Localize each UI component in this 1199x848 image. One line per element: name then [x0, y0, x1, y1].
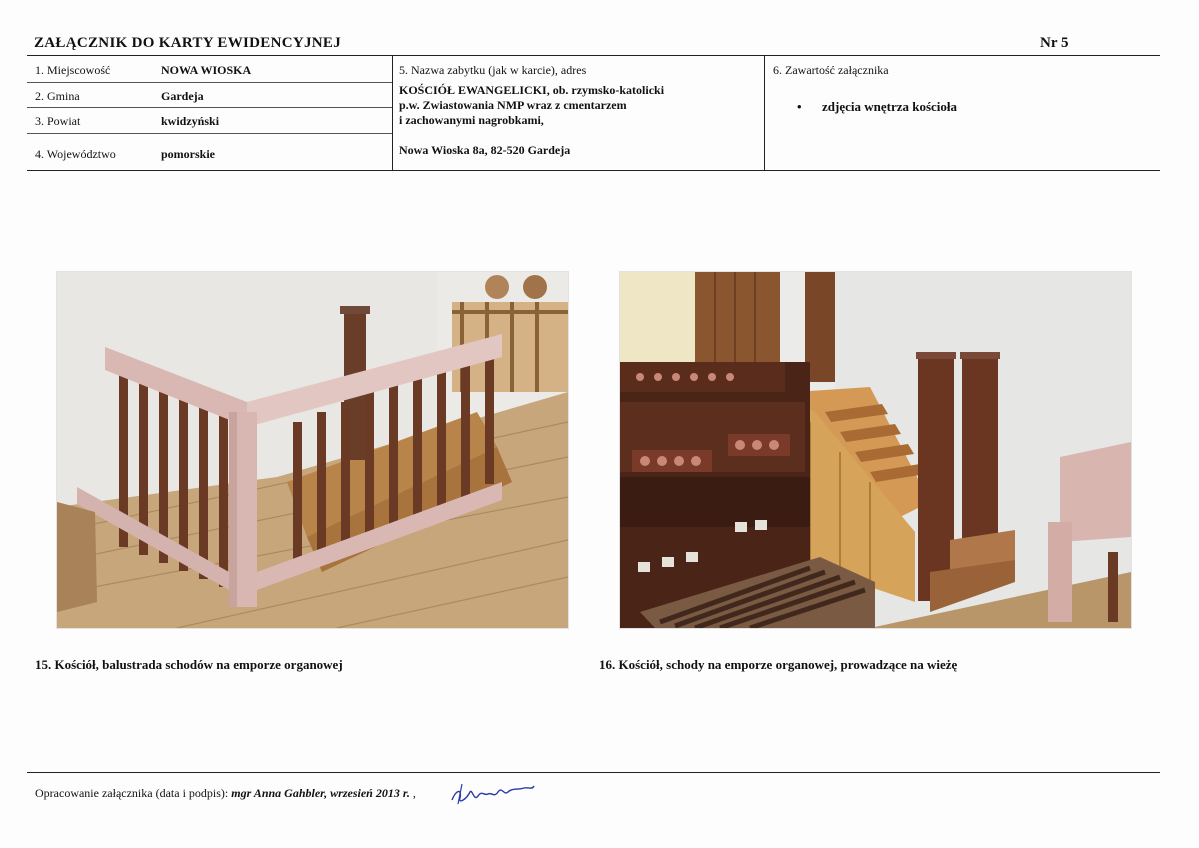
contents-bullet: • [797, 99, 802, 114]
photo-caption-16: 16. Kościół, schody na emporze organowej, prowadzące na wieżę [599, 657, 958, 672]
signature-image [448, 778, 538, 808]
photo-balustrade-image [57, 272, 568, 628]
monument-name-line-3: i zachowanymi nagrobkami, [399, 113, 544, 127]
footer-comma: , [409, 786, 416, 800]
photo-organ-stairs-image [620, 272, 1131, 628]
document-title: ZAŁĄCZNIK DO KARTY EWIDENCYJNEJ [34, 35, 341, 51]
monument-name-line-1: KOŚCIÓŁ EWANGELICKI, ob. rzymsko-katolicki [399, 83, 665, 97]
location-value-2: Gardeja [161, 89, 204, 103]
photo-organ-stairs [619, 271, 1132, 629]
monument-label: 5. Nazwa zabytku (jak w karcie), adres [399, 63, 587, 77]
contents-label: 6. Zawartość załącznika [773, 63, 889, 77]
footer-divider [27, 772, 1160, 773]
location-label-1: 1. Miejscowość [35, 63, 111, 77]
monument-address: Nowa Wioska 8a, 82-520 Gardeja [399, 143, 571, 157]
row-divider-2 [27, 107, 392, 108]
location-label-2: 2. Gmina [35, 89, 80, 103]
table-top-border [27, 55, 1160, 56]
footer-label: Opracowanie załącznika (data i podpis): [35, 786, 232, 800]
row-divider-3 [27, 133, 392, 134]
contents-item: zdjęcia wnętrza kościoła [822, 99, 958, 114]
table-bottom-border [27, 170, 1160, 171]
monument-name-line-2: p.w. Zwiastowania NMP wraz z cmentarzem [399, 98, 627, 112]
location-value-1: NOWA WIOSKA [161, 63, 252, 77]
location-label-4: 4. Województwo [35, 147, 116, 161]
column-divider-1 [392, 55, 393, 170]
location-value-3: kwidzyński [161, 114, 220, 128]
photo-balustrade [56, 271, 569, 629]
row-divider-1 [27, 82, 392, 83]
location-label-3: 3. Powiat [35, 114, 81, 128]
document-number: Nr 5 [1040, 35, 1069, 51]
footer-author: mgr Anna Gahbler, wrzesień 2013 r. [231, 786, 410, 800]
photo-caption-15: 15. Kościół, balustrada schodów na emporze organowej [35, 657, 343, 672]
footer-line [35, 786, 416, 801]
location-value-4: pomorskie [161, 147, 215, 161]
column-divider-2 [764, 55, 765, 170]
